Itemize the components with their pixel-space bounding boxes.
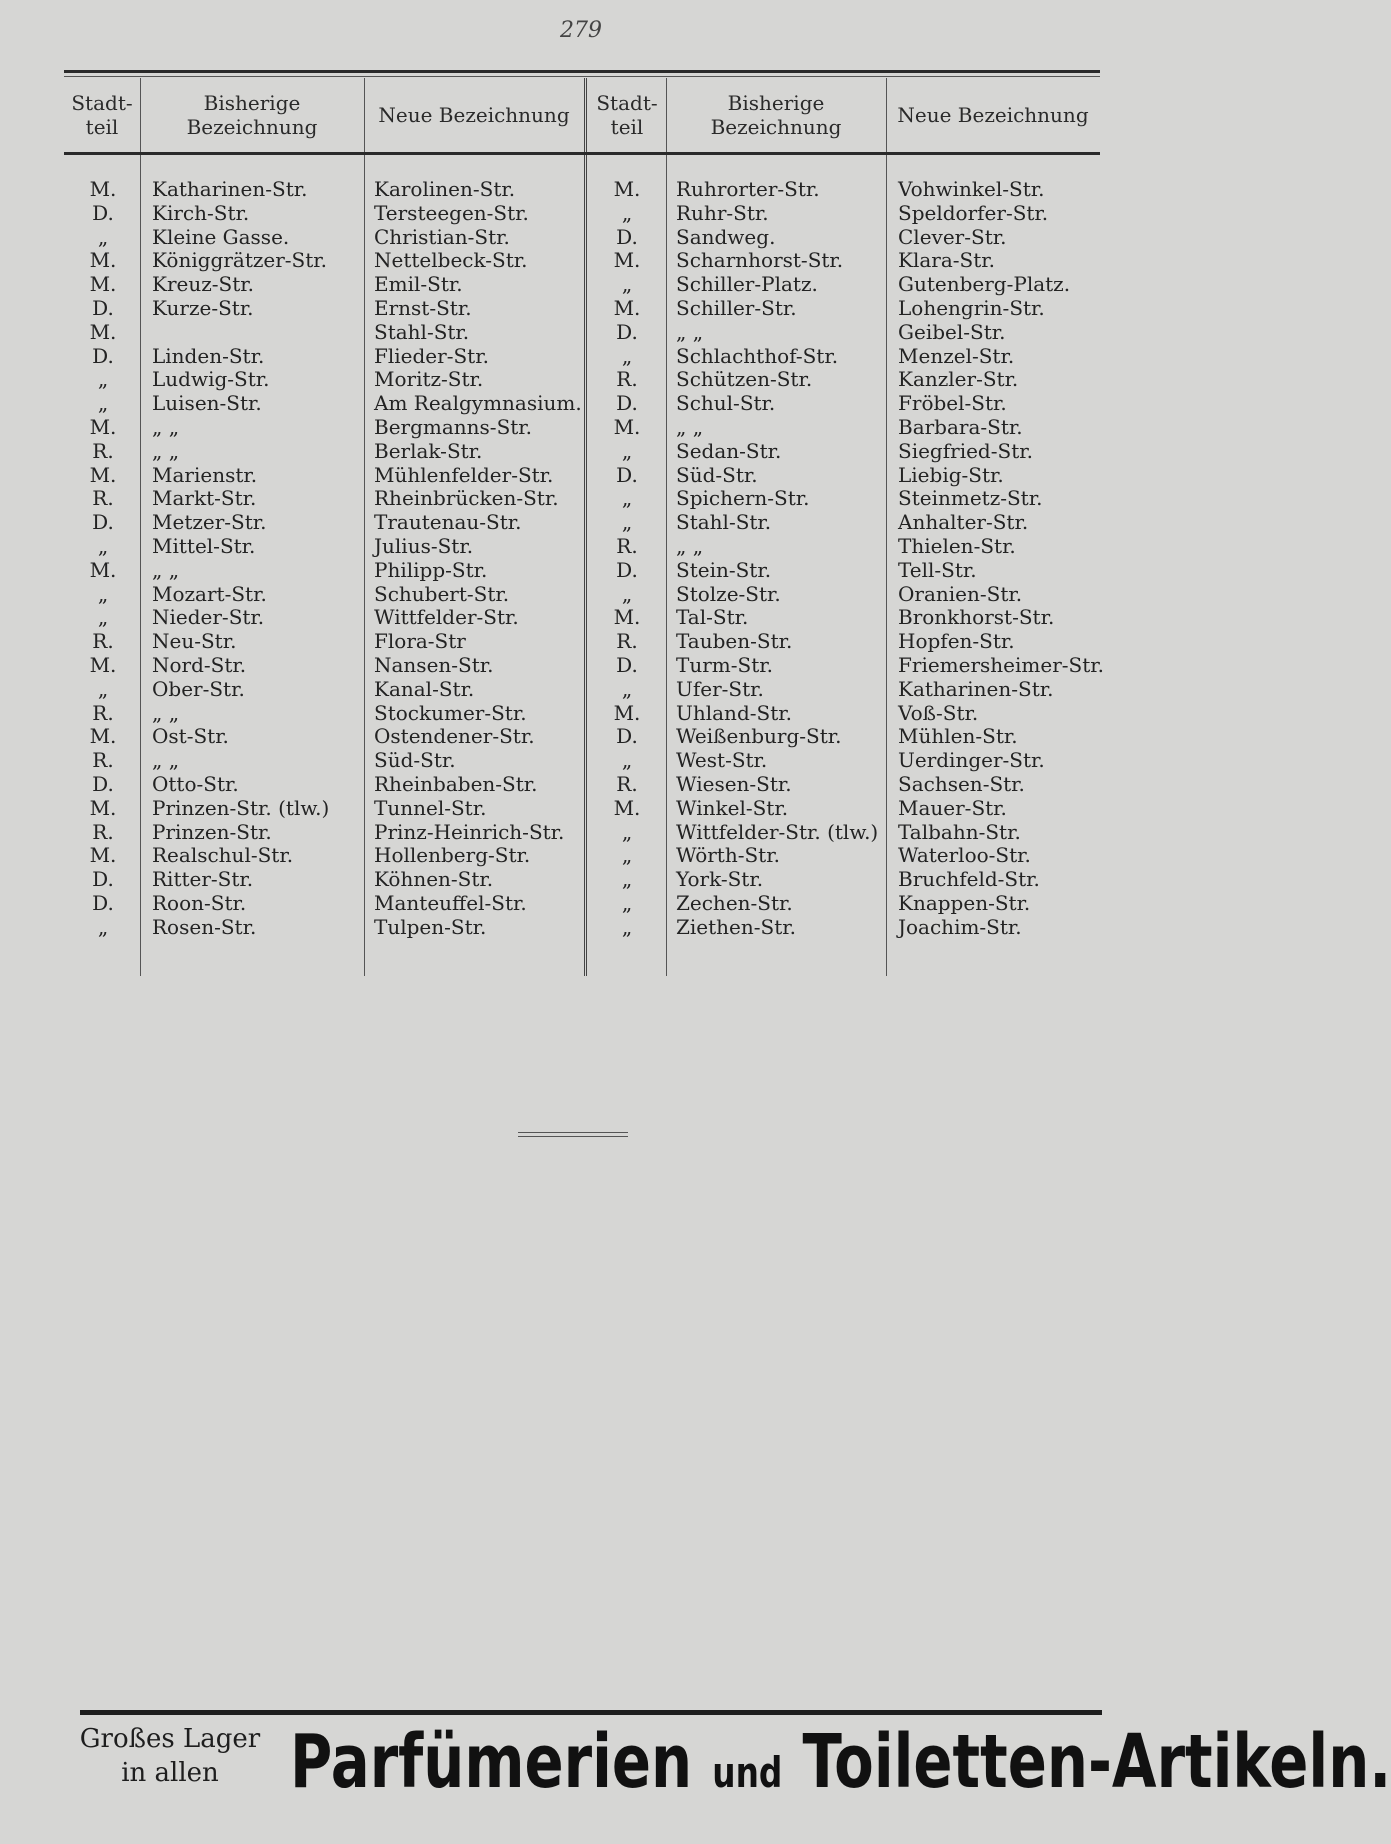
stadtteil-cell: D.	[92, 295, 114, 320]
old-name-cell: Kleine Gasse.	[152, 224, 290, 249]
old-name-cell: Wittfelder-Str. (tlw.)	[676, 819, 879, 844]
new-name-cell: Ernst-Str.	[374, 295, 472, 320]
old-name-cell: Neu-Str.	[152, 629, 237, 654]
stadtteil-cell: „	[97, 224, 109, 249]
old-name-cell: Kirch-Str.	[152, 200, 250, 225]
old-name-cell: Schiller-Str.	[676, 295, 797, 320]
new-name-cell: Tunnel-Str.	[374, 795, 487, 820]
stadtteil-cell: R.	[92, 438, 114, 463]
new-name-cell: Thielen-Str.	[898, 533, 1016, 558]
new-name-cell: Voß-Str.	[898, 700, 979, 725]
new-name-cell: Bronkhorst-Str.	[898, 605, 1055, 630]
old-name-cell: Turm-Str.	[676, 652, 773, 677]
table-row	[592, 202, 1112, 226]
table-row	[68, 630, 584, 654]
stadtteil-cell: D.	[616, 462, 638, 487]
stadtteil-cell: D.	[616, 652, 638, 677]
new-name-cell: Manteuffel-Str.	[374, 890, 527, 915]
old-name-cell: Nord-Str.	[152, 652, 247, 677]
old-name-cell: Tal-Str.	[676, 605, 749, 630]
table-row	[592, 773, 1112, 797]
ad-word-parfuemerien: Parfümerien	[290, 1719, 693, 1805]
old-name-cell: Prinzen-Str.	[152, 819, 272, 844]
old-name-cell: Mozart-Str.	[152, 581, 267, 606]
new-name-cell: Rheinbrücken-Str.	[374, 486, 559, 511]
advertisement-headline	[290, 1719, 1391, 1813]
old-name-cell: Kreuz-Str.	[152, 272, 254, 297]
old-name-cell: „ „	[152, 700, 180, 725]
new-name-cell: Schubert-Str.	[374, 581, 510, 606]
old-name-cell: Scharnhorst-Str.	[676, 248, 844, 273]
new-name-cell: Bergmanns-Str.	[374, 414, 533, 439]
stadtteil-cell: M.	[613, 177, 641, 201]
table-row	[592, 297, 1112, 321]
stadtteil-cell: R.	[92, 748, 114, 773]
table-row	[68, 868, 584, 892]
new-name-cell: Berlak-Str.	[374, 438, 483, 463]
table-row	[68, 535, 584, 559]
old-name-cell: Stolze-Str.	[676, 581, 781, 606]
table-row	[592, 321, 1112, 345]
stadtteil-cell: „	[97, 367, 109, 392]
new-name-cell: Hollenberg-Str.	[374, 843, 531, 868]
old-name-cell: Roon-Str.	[152, 890, 247, 915]
section-divider	[518, 1132, 628, 1133]
table-row	[68, 178, 584, 202]
old-name-cell: Prinzen-Str. (tlw.)	[152, 795, 330, 820]
new-name-cell: Süd-Str.	[374, 748, 456, 773]
old-name-cell: Kurze-Str.	[152, 295, 254, 320]
old-name-cell: Metzer-Str.	[152, 510, 267, 535]
old-name-cell: „ „	[152, 748, 180, 773]
new-name-cell: Wittfelder-Str.	[374, 605, 519, 630]
page-number: 279	[560, 18, 602, 43]
header-neue-left: Neue Bezeichnung	[378, 103, 570, 127]
new-name-cell: Fröbel-Str.	[898, 391, 1007, 416]
new-name-cell: Katharinen-Str.	[898, 676, 1054, 701]
new-name-cell: Bruchfeld-Str.	[898, 867, 1040, 892]
new-name-cell: Uerdinger-Str.	[898, 748, 1045, 773]
new-name-cell: Stahl-Str.	[374, 319, 470, 344]
table-row	[592, 416, 1112, 440]
table-row	[592, 749, 1112, 773]
old-name-cell: Sandweg.	[676, 224, 776, 249]
table-row	[592, 868, 1112, 892]
table-row	[68, 916, 584, 940]
table-row	[68, 583, 584, 607]
table-row	[68, 440, 584, 464]
table-row	[68, 559, 584, 583]
street-table-right	[592, 178, 1112, 940]
new-name-cell: Kanzler-Str.	[898, 367, 1019, 392]
new-name-cell: Gutenberg-Platz.	[898, 272, 1071, 297]
stadtteil-cell: D.	[616, 557, 638, 582]
stadtteil-cell: D.	[92, 867, 114, 892]
stadtteil-cell: M.	[89, 319, 117, 344]
stadtteil-cell: „	[621, 890, 633, 915]
stadtteil-cell: M.	[89, 462, 117, 487]
table-row	[592, 630, 1112, 654]
stadtteil-cell: M.	[613, 295, 641, 320]
stadtteil-cell: „	[621, 676, 633, 701]
table-row	[68, 202, 584, 226]
old-name-cell: „ „	[152, 414, 180, 439]
table-row	[592, 797, 1112, 821]
stadtteil-cell: „	[621, 867, 633, 892]
old-name-cell: Ufer-Str.	[676, 676, 764, 701]
new-name-cell: Flieder-Str.	[374, 343, 489, 368]
header-stadtteil-right: Stadt-teil	[596, 91, 658, 139]
stadtteil-cell: „	[621, 486, 633, 511]
old-name-cell: Ritter-Str.	[152, 867, 254, 892]
stadtteil-cell: R.	[616, 367, 638, 392]
new-name-cell: Tell-Str.	[898, 557, 977, 582]
new-name-cell: Christian-Str.	[374, 224, 510, 249]
new-name-cell: Klara-Str.	[898, 248, 995, 273]
ad-word-und: und	[712, 1748, 783, 1797]
stadtteil-cell: M.	[89, 795, 117, 820]
new-name-cell: Mauer-Str.	[898, 795, 1007, 820]
stadtteil-cell: M.	[89, 414, 117, 439]
new-name-cell: Vohwinkel-Str.	[898, 177, 1045, 201]
old-name-cell: Winkel-Str.	[676, 795, 789, 820]
table-row	[592, 654, 1112, 678]
old-name-cell: Schützen-Str.	[676, 367, 813, 392]
stadtteil-cell: „	[621, 748, 633, 773]
old-name-cell: Tauben-Str.	[676, 629, 793, 654]
table-row	[68, 892, 584, 916]
stadtteil-cell: D.	[616, 224, 638, 249]
table-row	[592, 559, 1112, 583]
new-name-cell: Clever-Str.	[898, 224, 1007, 249]
stadtteil-cell: R.	[616, 629, 638, 654]
new-name-cell: Ostendener-Str.	[374, 724, 535, 749]
old-name-cell: Ober-Str.	[152, 676, 245, 701]
new-name-cell: Friemersheimer-Str.	[898, 652, 1104, 677]
stadtteil-cell: „	[97, 605, 109, 630]
old-name-cell: Uhland-Str.	[676, 700, 792, 725]
old-name-cell: Katharinen-Str.	[152, 177, 308, 201]
stadtteil-cell: R.	[92, 819, 114, 844]
table-row	[68, 368, 584, 392]
top-rule	[64, 70, 1100, 73]
stadtteil-cell: D.	[616, 391, 638, 416]
table-row	[68, 321, 584, 345]
stadtteil-cell: M.	[613, 795, 641, 820]
new-name-cell: Hopfen-Str.	[898, 629, 1015, 654]
new-name-cell: Mühlen-Str.	[898, 724, 1018, 749]
stadtteil-cell: M.	[89, 248, 117, 273]
stadtteil-cell: „	[621, 914, 633, 939]
old-name-cell: Markt-Str.	[152, 486, 257, 511]
new-name-cell: Emil-Str.	[374, 272, 463, 297]
stadtteil-cell: „	[97, 676, 109, 701]
table-row	[68, 725, 584, 749]
old-name-cell: Nieder-Str.	[152, 605, 265, 630]
table-row	[68, 678, 584, 702]
old-name-cell: Luisen-Str.	[152, 391, 262, 416]
stadtteil-cell: R.	[616, 533, 638, 558]
old-name-cell: Mittel-Str.	[152, 533, 256, 558]
table-row	[592, 916, 1112, 940]
new-name-cell: Am Realgymnasium.	[374, 391, 582, 416]
street-table-left	[68, 178, 584, 940]
old-name-cell: Ost-Str.	[152, 724, 229, 749]
stadtteil-cell: D.	[92, 343, 114, 368]
stadtteil-cell: D.	[616, 724, 638, 749]
old-name-cell: Wörth-Str.	[676, 843, 780, 868]
header-bisherige-left: Bisherige Bezeichnung	[186, 91, 318, 139]
old-name-cell: Ludwig-Str.	[152, 367, 270, 392]
old-name-cell: Süd-Str.	[676, 462, 758, 487]
new-name-cell: Philipp-Str.	[374, 557, 488, 582]
stadtteil-cell: M.	[89, 724, 117, 749]
stadtteil-cell: D.	[616, 319, 638, 344]
old-name-cell: Ziethen-Str.	[676, 914, 796, 939]
stadtteil-cell: M.	[613, 414, 641, 439]
stadtteil-cell: „	[621, 200, 633, 225]
old-name-cell: Sedan-Str.	[676, 438, 782, 463]
old-name-cell: Stahl-Str.	[676, 510, 772, 535]
new-name-cell: Joachim-Str.	[898, 914, 1022, 939]
new-name-cell: Karolinen-Str.	[374, 177, 516, 201]
table-row	[592, 606, 1112, 630]
table-row	[68, 654, 584, 678]
old-name-cell: Ruhrorter-Str.	[676, 177, 820, 201]
new-name-cell: Oranien-Str.	[898, 581, 1023, 606]
stadtteil-cell: M.	[89, 843, 117, 868]
old-name-cell: Wiesen-Str.	[676, 771, 792, 796]
table-row	[592, 725, 1112, 749]
old-name-cell: Schiller-Platz.	[676, 272, 818, 297]
ad-word-toiletten-artikeln: Toiletten-Artikeln.	[802, 1719, 1391, 1805]
table-row	[592, 583, 1112, 607]
old-name-cell: York-Str.	[676, 867, 764, 892]
new-name-cell: Liebig-Str.	[898, 462, 1004, 487]
stadtteil-cell: „	[97, 533, 109, 558]
new-name-cell: Anhalter-Str.	[898, 510, 1029, 535]
table-row	[68, 416, 584, 440]
old-name-cell: Rosen-Str.	[152, 914, 257, 939]
stadtteil-cell: D.	[92, 510, 114, 535]
stadtteil-cell: M.	[89, 177, 117, 201]
table-row	[68, 392, 584, 416]
table-row	[68, 844, 584, 868]
header-rule	[64, 152, 1100, 155]
ad-line-2: in allen	[121, 1758, 219, 1788]
new-name-cell: Trautenau-Str.	[374, 510, 522, 535]
stadtteil-cell: M.	[89, 652, 117, 677]
new-name-cell: Prinz-Heinrich-Str.	[374, 819, 565, 844]
stadtteil-cell: „	[621, 438, 633, 463]
table-row	[592, 249, 1112, 273]
table-row	[68, 511, 584, 535]
table-row	[68, 749, 584, 773]
new-name-cell: Lohengrin-Str.	[898, 295, 1045, 320]
new-name-cell: Rheinbaben-Str.	[374, 771, 538, 796]
stadtteil-cell: R.	[92, 486, 114, 511]
stadtteil-cell: „	[97, 914, 109, 939]
table-row	[68, 821, 584, 845]
table-row	[592, 511, 1112, 535]
stadtteil-cell: M.	[613, 700, 641, 725]
center-double-divider	[584, 78, 587, 976]
table-row	[68, 773, 584, 797]
stadtteil-cell: „	[621, 843, 633, 868]
header-neue-right: Neue Bezeichnung	[897, 103, 1089, 127]
new-name-cell: Waterloo-Str.	[898, 843, 1031, 868]
old-name-cell: Otto-Str.	[152, 771, 239, 796]
stadtteil-cell: M.	[613, 605, 641, 630]
old-name-cell: „ „	[676, 319, 704, 344]
stadtteil-cell: R.	[616, 771, 638, 796]
table-row	[68, 249, 584, 273]
table-row	[592, 487, 1112, 511]
table-row	[68, 702, 584, 726]
old-name-cell: „ „	[152, 557, 180, 582]
table-row	[592, 273, 1112, 297]
stadtteil-cell: D.	[92, 771, 114, 796]
new-name-cell: Steinmetz-Str.	[898, 486, 1043, 511]
new-name-cell: Julius-Str.	[374, 533, 474, 558]
table-row	[68, 606, 584, 630]
table-row	[592, 678, 1112, 702]
stadtteil-cell: „	[621, 272, 633, 297]
stadtteil-cell: D.	[92, 200, 114, 225]
table-row	[68, 464, 584, 488]
new-name-cell: Moritz-Str.	[374, 367, 484, 392]
new-name-cell: Talbahn-Str.	[898, 819, 1021, 844]
advertisement-left-text	[70, 1722, 270, 1790]
stadtteil-cell: D.	[92, 890, 114, 915]
table-row	[592, 821, 1112, 845]
table-row	[68, 226, 584, 250]
old-name-cell: Weißenburg-Str.	[676, 724, 842, 749]
new-name-cell: Tulpen-Str.	[374, 914, 487, 939]
new-name-cell: Nettelbeck-Str.	[374, 248, 528, 273]
stadtteil-cell: R.	[92, 700, 114, 725]
section-divider	[518, 1136, 628, 1137]
old-name-cell: Schul-Str.	[676, 391, 776, 416]
table-row	[68, 487, 584, 511]
new-name-cell: Siegfried-Str.	[898, 438, 1033, 463]
old-name-cell: West-Str.	[676, 748, 768, 773]
stadtteil-cell: „	[621, 819, 633, 844]
stadtteil-cell: „	[97, 581, 109, 606]
old-name-cell: Realschul-Str.	[152, 843, 294, 868]
table-row	[68, 345, 584, 369]
new-name-cell: Nansen-Str.	[374, 652, 494, 677]
table-row	[68, 273, 584, 297]
old-name-cell: Marienstr.	[152, 462, 258, 487]
stadtteil-cell: M.	[89, 557, 117, 582]
new-name-cell: Köhnen-Str.	[374, 867, 494, 892]
old-name-cell: „ „	[676, 533, 704, 558]
old-name-cell: Linden-Str.	[152, 343, 265, 368]
table-row	[68, 297, 584, 321]
old-name-cell: Königgrätzer-Str.	[152, 248, 327, 273]
old-name-cell: Stein-Str.	[676, 557, 772, 582]
table-row	[592, 178, 1112, 202]
old-name-cell: Schlachthof-Str.	[676, 343, 839, 368]
ad-line-1: Großes Lager	[79, 1724, 261, 1754]
new-name-cell: Knappen-Str.	[898, 890, 1031, 915]
stadtteil-cell: M.	[89, 272, 117, 297]
old-name-cell: „ „	[152, 438, 180, 463]
stadtteil-cell: „	[621, 343, 633, 368]
table-row	[68, 797, 584, 821]
table-row	[592, 345, 1112, 369]
header-stadtteil-left: Stadt-teil	[71, 91, 133, 139]
new-name-cell: Speldorfer-Str.	[898, 200, 1049, 225]
table-row	[592, 392, 1112, 416]
new-name-cell: Tersteegen-Str.	[374, 200, 529, 225]
new-name-cell: Kanal-Str.	[374, 676, 475, 701]
table-row	[592, 464, 1112, 488]
old-name-cell: Spichern-Str.	[676, 486, 810, 511]
stadtteil-cell: R.	[92, 629, 114, 654]
table-row	[592, 892, 1112, 916]
table-row	[592, 226, 1112, 250]
stadtteil-cell: M.	[613, 248, 641, 273]
old-name-cell: Ruhr-Str.	[676, 200, 769, 225]
new-name-cell: Flora-Str	[374, 629, 466, 654]
old-name-cell: „ „	[676, 414, 704, 439]
table-row	[592, 440, 1112, 464]
header-bisherige-right: Bisherige Bezeichnung	[710, 91, 842, 139]
new-name-cell: Geibel-Str.	[898, 319, 1006, 344]
new-name-cell: Stockumer-Str.	[374, 700, 527, 725]
new-name-cell: Barbara-Str.	[898, 414, 1023, 439]
table-row	[592, 535, 1112, 559]
stadtteil-cell: „	[621, 581, 633, 606]
advertisement-rule	[80, 1710, 1102, 1715]
table-row	[592, 844, 1112, 868]
top-rule-thin	[64, 76, 1100, 77]
new-name-cell: Menzel-Str.	[898, 343, 1015, 368]
stadtteil-cell: „	[97, 391, 109, 416]
table-row	[592, 368, 1112, 392]
new-name-cell: Sachsen-Str.	[898, 771, 1025, 796]
table-row	[592, 702, 1112, 726]
stadtteil-cell: „	[621, 510, 633, 535]
new-name-cell: Mühlenfelder-Str.	[374, 462, 554, 487]
old-name-cell: Zechen-Str.	[676, 890, 793, 915]
